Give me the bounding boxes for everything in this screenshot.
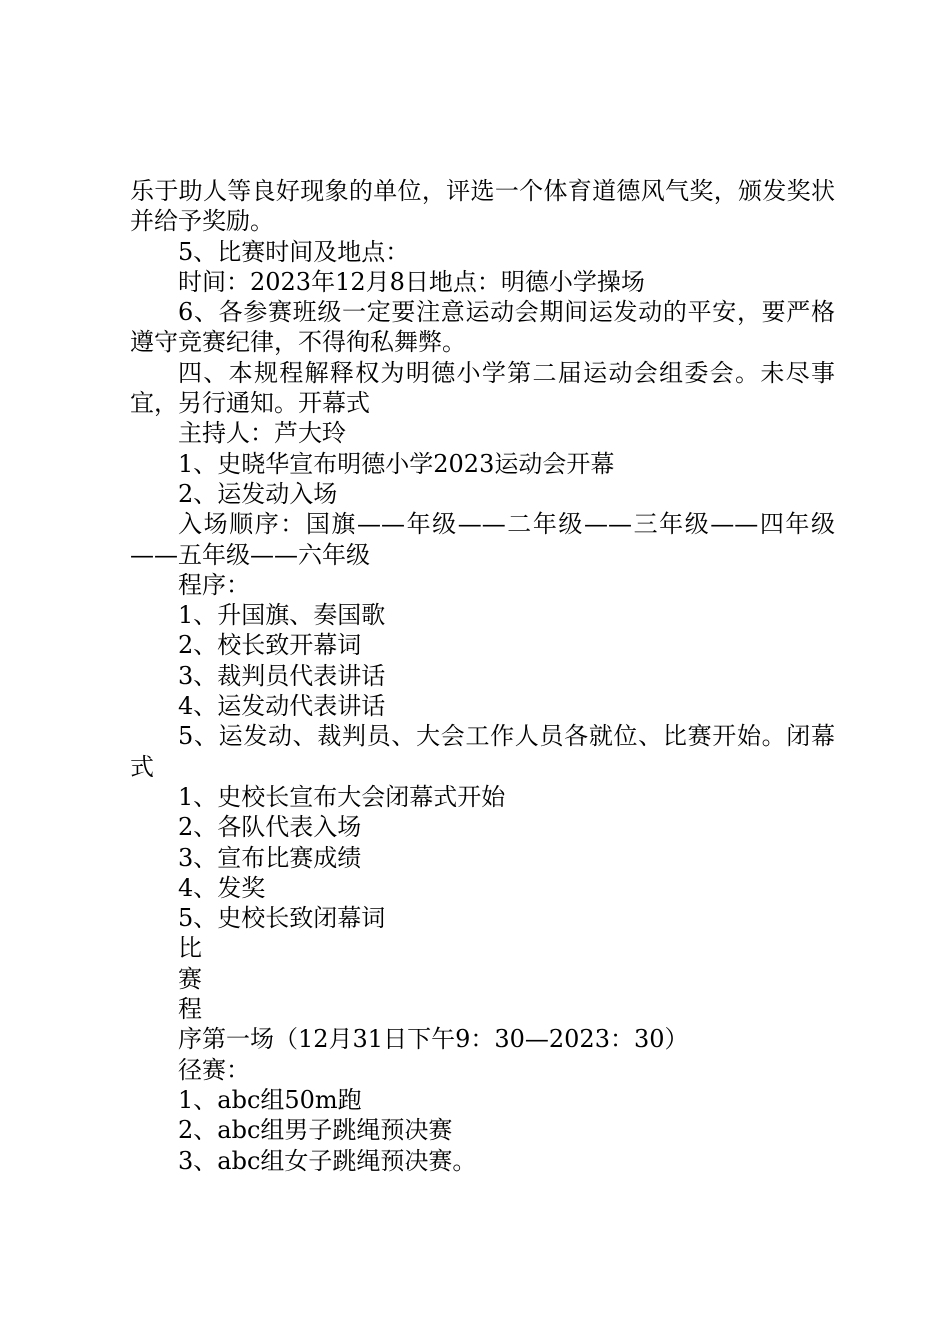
closing-item-4: 4、发奖: [178, 873, 266, 902]
vertical-char-cheng: 程: [178, 995, 202, 1024]
track-item-3: 3、abc组女子跳绳预决赛。: [178, 1146, 477, 1175]
program-item-5: 5、运发动、裁判员、大会工作人员各就位、比赛开始。闭幕式: [130, 722, 835, 781]
vertical-char-bi: 比: [178, 934, 202, 963]
paragraph-program-heading: 程序：: [178, 570, 250, 599]
closing-item-5: 5、史校长致闭幕词: [178, 904, 386, 933]
paragraph-time-place-heading: 5、比赛时间及地点：: [178, 237, 410, 266]
closing-item-1: 1、史校长宣布大会闭幕式开始: [178, 782, 506, 811]
closing-item-3: 3、宣布比赛成绩: [178, 843, 362, 872]
paragraph-award-continuation: 乐于助人等良好现象的单位，评选一个体育道德风气奖，颁发奖状并给予奖励。: [130, 177, 835, 236]
opening-item-2: 2、运发动入场: [178, 479, 338, 508]
paragraph-entry-order: 入场顺序：国旗——年级——二年级——三年级——四年级——五年级——六年级: [130, 510, 835, 569]
paragraph-time-place: 时间：2023年12月8日地点：明德小学操场: [178, 267, 645, 296]
vertical-char-sai: 赛: [178, 964, 202, 993]
program-item-3: 3、裁判员代表讲话: [178, 661, 386, 690]
program-item-1: 1、升国旗、奏国歌: [178, 601, 386, 630]
paragraph-safety-rule: 6、各参赛班级一定要注意运动会期间运发动的平安，要严格遵守竞赛纪律，不得徇私舞弊。: [130, 298, 835, 357]
closing-item-2: 2、各队代表入场: [178, 813, 362, 842]
opening-item-1: 1、史晓华宣布明德小学2023运动会开幕: [178, 449, 615, 478]
document-body: [130, 176, 835, 1176]
paragraph-first-session: 序第一场（12月31日下午9：30—2023：30）: [178, 1025, 689, 1054]
paragraph-host: 主持人：芦大玲: [178, 419, 346, 448]
paragraph-interpretation: 四、本规程解释权为明德小学第二届运动会组委会。未尽事宜，另行通知。开幕式: [130, 358, 835, 418]
track-item-2: 2、abc组男子跳绳预决赛: [178, 1116, 453, 1145]
track-item-1: 1、abc组50m跑: [178, 1085, 362, 1114]
program-item-2: 2、校长致开幕词: [178, 631, 362, 660]
program-item-4: 4、运发动代表讲话: [178, 692, 386, 721]
paragraph-track-heading: 径赛：: [178, 1055, 250, 1084]
